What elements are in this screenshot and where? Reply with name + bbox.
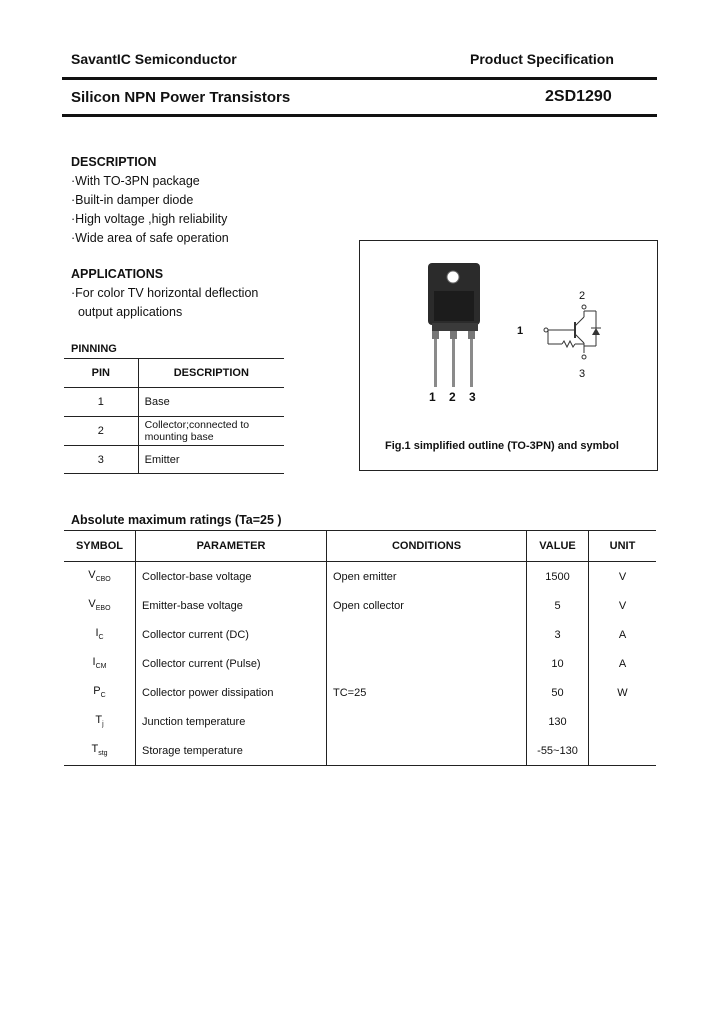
- company-name: SavantIC Semiconductor: [71, 51, 237, 67]
- part-number: 2SD1290: [545, 88, 612, 105]
- symbol-subscript: CM: [95, 663, 107, 671]
- pinning-table: [64, 359, 284, 474]
- symbol-main: V: [88, 569, 96, 582]
- unit-cell: A: [618, 657, 627, 670]
- pin-description: Collector;connected to mounting base: [138, 417, 284, 446]
- value-cell: 10: [527, 649, 589, 678]
- description-item: ·With TO-3PN package: [71, 174, 200, 188]
- figure-box: [359, 240, 658, 471]
- parameter-cell: Collector current (DC): [136, 620, 327, 649]
- unit-cell: [589, 707, 657, 736]
- pin-header: PIN: [64, 359, 138, 388]
- symbol-cell: [64, 678, 136, 707]
- symbol-cell: [64, 707, 136, 736]
- lead-2: [452, 339, 455, 387]
- description-item: ·High voltage ,high reliability: [71, 212, 228, 226]
- symbol-main: I: [92, 656, 96, 669]
- conditions-cell: [327, 736, 527, 766]
- pin-number: 3: [64, 446, 138, 474]
- doc-type: Product Specification: [470, 51, 614, 67]
- table-row: [64, 620, 656, 649]
- unit-cell: [589, 736, 657, 766]
- conditions-cell: Open emitter: [327, 562, 527, 592]
- symbol-main: T: [95, 714, 103, 727]
- value-cell: 1500: [527, 562, 589, 592]
- applications-title: APPLICATIONS: [71, 267, 164, 281]
- symbol-cell: [64, 591, 136, 620]
- ratings-table: [64, 530, 656, 766]
- symbol-subscript: C: [100, 692, 106, 700]
- table-row: [64, 736, 656, 766]
- pin-description: Emitter: [138, 446, 284, 474]
- value-cell: 5: [527, 591, 589, 620]
- symbol-main: V: [88, 598, 96, 611]
- package-outline-image: [360, 241, 657, 470]
- pin-description: Base: [138, 388, 284, 417]
- table-row: [64, 591, 656, 620]
- description-list: [71, 172, 229, 248]
- symbol-cell: [64, 620, 136, 649]
- symbol-main: T: [91, 743, 99, 756]
- description-item: ·Wide area of safe operation: [71, 231, 229, 245]
- symbol-subscript: CBO: [95, 576, 111, 584]
- table-row: [64, 417, 284, 446]
- symbol-cell: [64, 649, 136, 678]
- description-title: DESCRIPTION: [71, 155, 157, 169]
- ratings-title: Absolute maximum ratings (Ta=25 ): [71, 513, 282, 527]
- symbol-main: I: [95, 627, 99, 640]
- pin-desc-header: DESCRIPTION: [138, 359, 284, 388]
- parameter-cell: Collector power dissipation: [136, 678, 327, 707]
- pin-number: 1: [64, 388, 138, 417]
- value-cell: 50: [527, 678, 589, 707]
- unit-cell: V: [618, 599, 627, 612]
- symbol-subscript: C: [98, 634, 104, 642]
- table-row: [64, 707, 656, 736]
- product-line: Silicon NPN Power Transistors: [71, 89, 291, 106]
- symbol-cell: [64, 562, 136, 592]
- col-conditions: CONDITIONS: [327, 531, 527, 562]
- parameter-cell: Collector current (Pulse): [136, 649, 327, 678]
- parameter-cell: Collector-base voltage: [136, 562, 327, 592]
- table-row: [64, 388, 284, 417]
- value-cell: -55~130: [527, 736, 589, 766]
- col-parameter: PARAMETER: [136, 531, 327, 562]
- symbol-label-1: 1: [517, 325, 524, 337]
- symbol-label-3: 3: [579, 368, 586, 380]
- pin-label-1: 1: [429, 390, 436, 404]
- col-unit: UNIT: [589, 531, 657, 562]
- lead-1: [434, 339, 437, 387]
- value-cell: 3: [527, 620, 589, 649]
- parameter-cell: Junction temperature: [136, 707, 327, 736]
- col-value: VALUE: [527, 531, 589, 562]
- conditions-cell: [327, 620, 527, 649]
- col-symbol: SYMBOL: [64, 531, 136, 562]
- table-row: [64, 446, 284, 474]
- unit-cell: A: [618, 628, 627, 641]
- parameter-cell: Emitter-base voltage: [136, 591, 327, 620]
- value-cell: 130: [527, 707, 589, 736]
- symbol-cell: [64, 736, 136, 766]
- unit-cell: V: [618, 570, 627, 583]
- applications-item: output applications: [71, 305, 183, 319]
- applications-item: ·For color TV horizontal deflection: [71, 286, 259, 300]
- conditions-cell: TC=25: [327, 678, 527, 707]
- symbol-subscript: EBO: [95, 605, 111, 613]
- conditions-cell: Open collector: [327, 591, 527, 620]
- unit-cell: W: [617, 686, 628, 699]
- table-row: [64, 562, 656, 592]
- pin-label-2: 2: [449, 390, 456, 404]
- symbol-label-2: 2: [579, 290, 586, 302]
- conditions-cell: [327, 649, 527, 678]
- symbol-main: P: [93, 685, 101, 698]
- table-row: [64, 678, 656, 707]
- pin-number: 2: [64, 417, 138, 446]
- description-item: ·Built-in damper diode: [71, 193, 194, 207]
- conditions-cell: [327, 707, 527, 736]
- parameter-cell: Storage temperature: [136, 736, 327, 766]
- table-row: [64, 649, 656, 678]
- lead-3: [470, 339, 473, 387]
- pinning-title: PINNING: [71, 343, 117, 355]
- header-rule-bottom: [62, 114, 657, 117]
- figure-caption: Fig.1 simplified outline (TO-3PN) and symbol: [385, 440, 619, 452]
- applications-list: [71, 284, 258, 322]
- pin-label-3: 3: [469, 390, 476, 404]
- symbol-subscript: j: [102, 721, 104, 729]
- symbol-subscript: stg: [98, 750, 108, 758]
- header-rule-top: [62, 77, 657, 80]
